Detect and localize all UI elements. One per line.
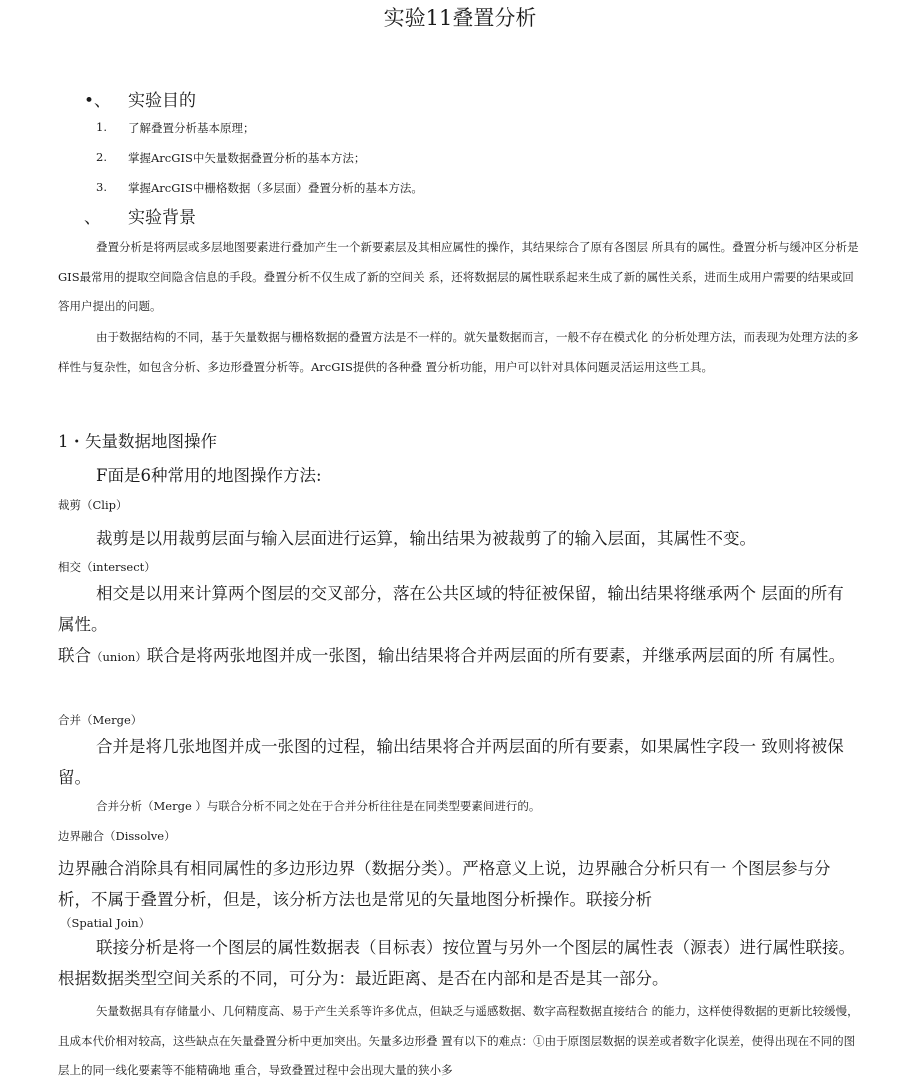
merge-text: 合并是将几张地图并成一张图的过程，输出结果将合并两层面的所有要素，如果属性字段一 致则将被保留。 — [58, 737, 844, 787]
merge-note: 合并分析（Merge ）与联合分析不同之处在于合并分析往往是在同类型要素间进行的。 — [96, 799, 541, 813]
list-number: 3. — [96, 180, 107, 194]
list-item: 了解叠置分析基本原理； — [128, 121, 255, 135]
intro-line: F面是6种常用的地图操作方法: — [96, 466, 322, 485]
list-number: 2. — [96, 150, 107, 164]
section-bullet: 、 — [84, 208, 101, 228]
background-paragraph-1: 叠置分析是将两层或多层地图要素进行叠加产生一个新要素层及其相应属性的操作，其结果综合了原有各图层 所具有的属性。叠置分析与缓冲区分析是GIS最常用的提取空间隐含信息的手段。叠置分析不仅生成了新的空间关 系，还将数据层的属性联系起来生成了新的属性关系，进而生成用户需要的结果或回答用户提出的问题。 — [58, 240, 859, 313]
list-item: 掌握ArcGIS中矢量数据叠置分析的基本方法； — [128, 151, 366, 165]
merge-label: 合并（Merge） — [58, 713, 143, 727]
union-lead: 联合 — [58, 646, 91, 665]
dissolve-text: 边界融合消除具有相同属性的多边形边界（数据分类）。严格意义上说，边界融合分析只有一 个图层参与分析，不属于叠置分析，但是，该分析方法也是常见的矢量地图分析操作。联接分析 — [58, 859, 831, 909]
spatial-join-label: （Spatial Join） — [60, 916, 151, 930]
union-term: （union） — [91, 650, 147, 664]
clip-text: 裁剪是以用裁剪层面与输入层面进行运算，输出结果为被裁剪了的输入层面，其属性不变。 — [96, 529, 756, 548]
background-paragraph-2: 由于数据结构的不同，基于矢量数据与栅格数据的叠置方法是不一样的。就矢量数据而言，一般不存在模式化 的分析处理方法，而表现为处理方法的多样性与复杂性，如包含分析、多边形叠置分析等。ArcGIS提供的各种叠 置分析功能，用户可以针对具体问题灵活运用这些工具。 — [58, 330, 859, 374]
dissolve-label: 边界融合（Dissolve） — [58, 829, 176, 843]
section-heading-vector-ops: 1・矢量数据地图操作 — [58, 432, 217, 451]
list-item: 掌握ArcGIS中栅格数据（多层面）叠置分析的基本方法。 — [128, 181, 423, 195]
list-number: 1. — [96, 120, 107, 134]
section-heading-purpose: 实验目的 — [128, 91, 196, 111]
page-title: 实验11叠置分析 — [383, 6, 537, 30]
union-paragraph — [58, 640, 858, 673]
intersect-text: 相交是以用来计算两个图层的交叉部分，落在公共区域的特征被保留，输出结果将继承两个 层面的所有属性。 — [58, 584, 844, 634]
final-paragraph: 矢量数据具有存储量小、几何精度高、易于产生关系等许多优点，但缺乏与遥感数据、数字高程数据直接结合 的能力，这样使得数据的更新比较缓慢，且成本代价相对较高，这些缺点在矢量叠置分析中更加突出。矢量多边形叠 置有以下的难点：①由于原图层数据的误差或者数字化误差，使得出现在不同的图层上的同一线化要素等不能精确地 重合，导致叠置过程中会出现大量的狭小多 — [58, 1004, 859, 1077]
section-heading-background: 实验背景 — [128, 208, 196, 228]
union-text: 联合是将两张地图并成一张图，输出结果将合并两层面的所有要素，并继承两层面的所 有属性。 — [146, 646, 846, 665]
clip-label: 裁剪（Clip） — [58, 498, 128, 512]
intersect-label: 相交（intersect） — [58, 560, 156, 574]
section-bullet: •、 — [84, 91, 112, 111]
spatial-join-text: 联接分析是将一个图层的属性数据表（目标表）按位置与另外一个图层的属性表（源表）进行属性联接。根据数据类型空间关系的不同，可分为：最近距离、是否在内部和是否是其一部分。 — [58, 938, 855, 988]
